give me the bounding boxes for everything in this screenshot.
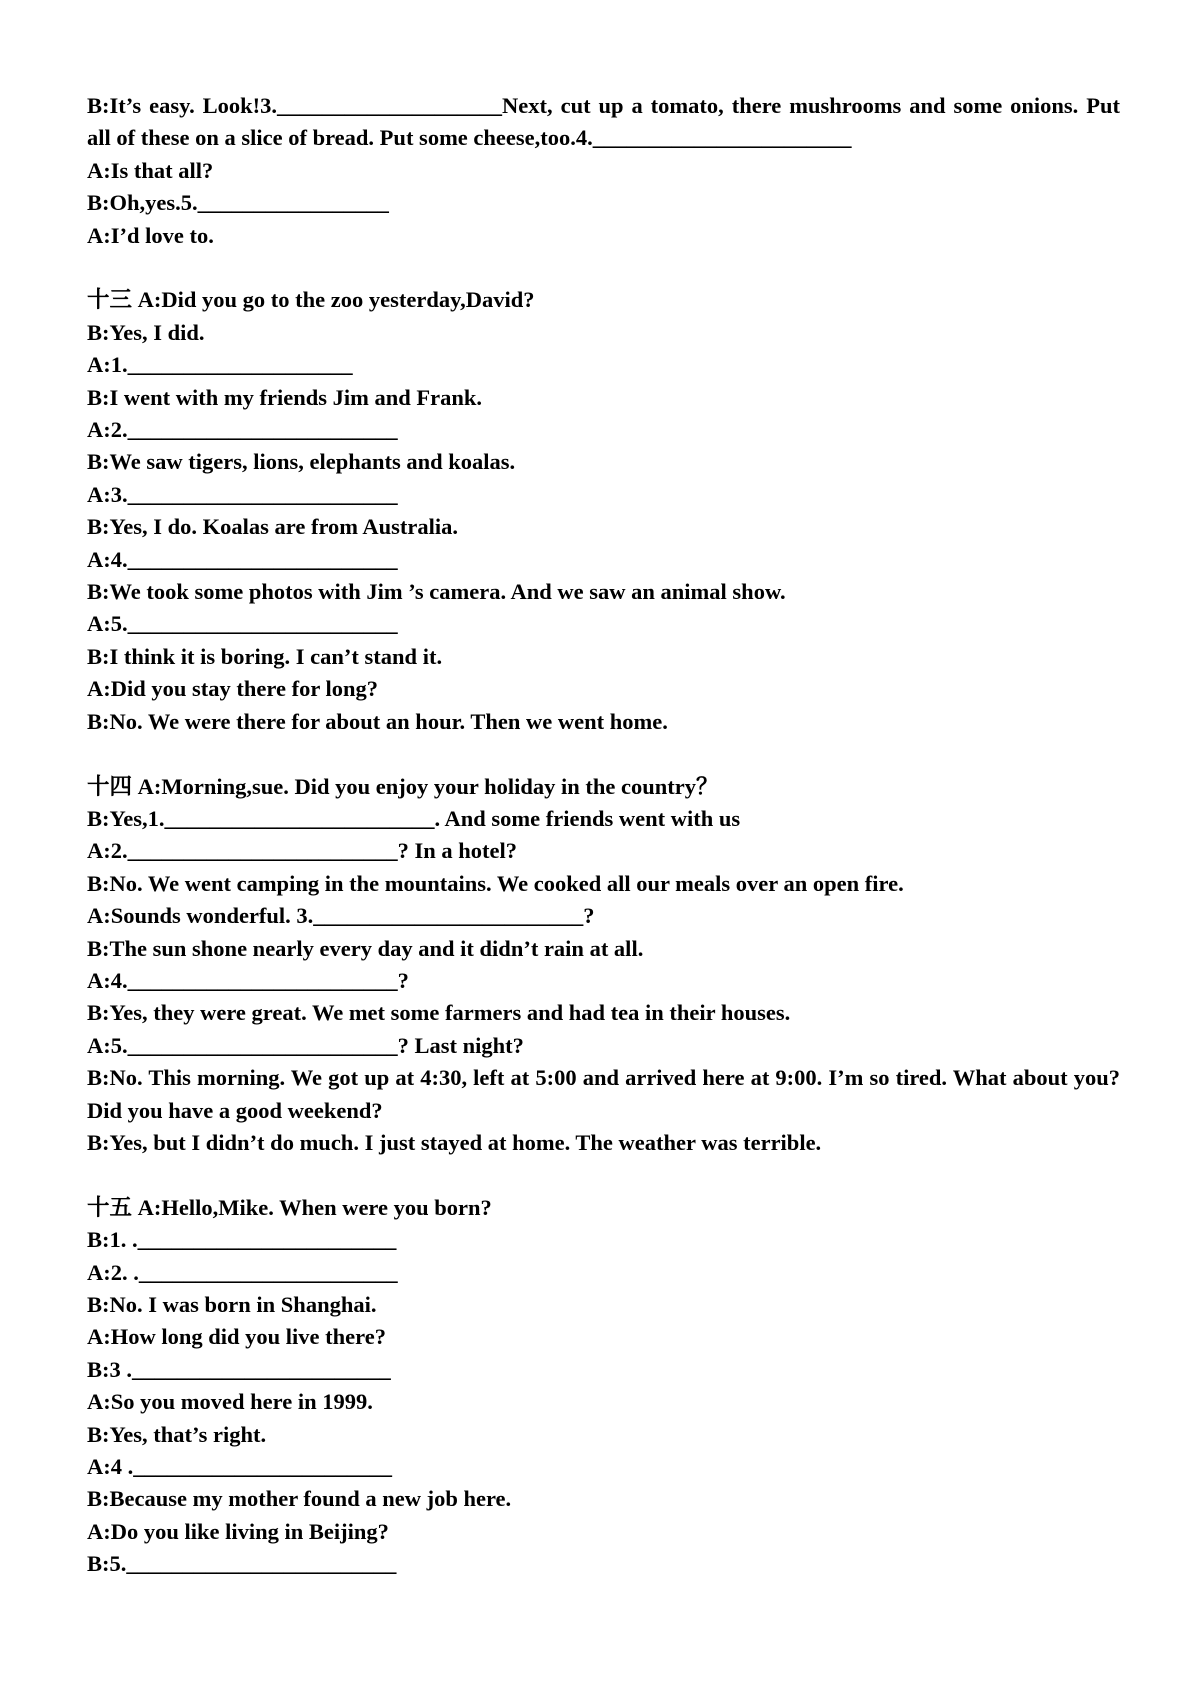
dialogue-line: A:2.________________________? In a hotel? [87,838,518,864]
dialogue-line: A:4 ._______________________ [87,1454,392,1480]
dialogue-line: B:Yes, that’s right. [87,1421,267,1447]
dialogue-line: A:I’d love to. [87,222,214,248]
section-14-heading: 十四 A:Morning,sue. Did you enjoy your holiday in the country？ [87,773,719,799]
dialogue-line: A:So you moved here in 1999. [87,1389,373,1415]
dialogue-line: A:2. ._______________________ [87,1259,398,1285]
dialogue-line: B:I think it is boring. I can’t stand it. [87,643,443,669]
dialogue-line: B:No. We were there for about an hour. Then we went home. [87,708,668,734]
dialogue-line: B:I went with my friends Jim and Frank. [87,384,483,410]
dialogue-line: B:We took some photos with Jim ’s camera. And we saw an animal show. [87,579,786,605]
dialogue-line: A:Did you stay there for long? [87,676,379,702]
dialogue-line: A:Is that all? [87,157,214,183]
section-gap [87,252,1120,284]
dialogue-line: A:Sounds wonderful. 3.________________________? [87,903,595,929]
dialogue-line: A:2.________________________ [87,417,398,443]
dialogue-line: B:1. ._______________________ [87,1227,397,1253]
dialogue-line: A:4.________________________? [87,967,409,993]
section-gap [87,738,1120,770]
dialogue-line: A:3.________________________ [87,481,398,507]
dialogue-line: B:Because my mother found a new job here. [87,1486,512,1512]
dialogue-line: B:The sun shone nearly every day and it didn’t rain at all. [87,935,644,961]
dialogue-line: A:5.________________________? Last night? [87,1032,524,1058]
dialogue-line: A:4.________________________ [87,546,398,572]
dialogue-line: A:Do you like living in Beijing? [87,1518,389,1544]
dialogue-line: B:Yes, they were great. We met some farmers and had tea in their houses. [87,1000,791,1026]
dialogue-line: A:1.____________________ [87,352,353,378]
dialogue-line: B:Yes, but I didn’t do much. I just stayed at home. The weather was terrible. [87,1129,822,1155]
dialogue-line: B:Yes, I did. [87,319,205,345]
dialogue-line: B:Yes,1.________________________. And some friends went with us [87,805,741,831]
dialogue-line: B:No. This morning. We got up at 4:30, left at 5:00 and arrived here at 9:00. I’m so tired. What about you? Did you have a good weekend? [87,1065,1120,1123]
section-gap [87,1159,1120,1191]
dialogue-line: B:5.________________________ [87,1551,397,1577]
dialogue-line: A:5.________________________ [87,611,398,637]
dialogue-line: B:Oh,yes.5._________________ [87,190,389,216]
dialogue-line: B:Yes, I do. Koalas are from Australia. [87,514,459,540]
dialogue-line: A:How long did you live there? [87,1324,386,1350]
section-13-heading: 十三 A:Did you go to the zoo yesterday,David? [87,287,535,313]
dialogue-line: B:We saw tigers, lions, elephants and koalas. [87,449,516,475]
section-15-heading: 十五 A:Hello,Mike. When were you born? [87,1194,492,1220]
dialogue-content [87,90,1120,1581]
dialogue-line: B:It’s easy. Look!3.____________________Next, cut up a tomato, there mushrooms and some onions. Put all of these on a slice of bread. Put some cheese,too.4._______________________ [87,93,1120,151]
dialogue-line: B:3 ._______________________ [87,1356,391,1382]
dialogue-line: B:No. We went camping in the mountains. We cooked all our meals over an open fire. [87,870,904,896]
dialogue-line: B:No. I was born in Shanghai. [87,1291,377,1317]
